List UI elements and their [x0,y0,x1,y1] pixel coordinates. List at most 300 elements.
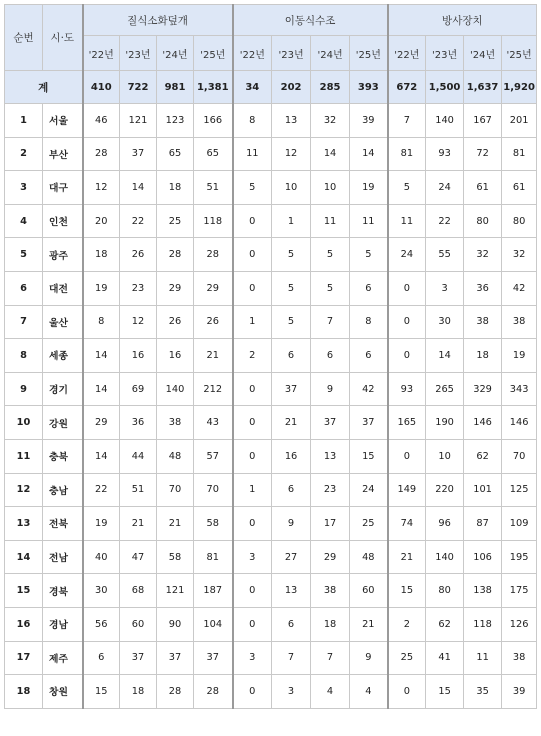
row-region: 경북 [43,574,83,608]
data-cell: 11 [233,137,272,171]
total-cell: 1,637 [464,71,502,104]
data-cell: 80 [502,204,537,238]
row-region: 경남 [43,607,83,641]
data-cell: 26 [157,305,194,339]
row-seq: 8 [5,339,43,373]
total-cell: 34 [233,71,272,104]
data-cell: 195 [502,540,537,574]
data-cell: 14 [120,171,157,205]
data-cell: 18 [83,238,120,272]
total-cell: 410 [83,71,120,104]
data-cell: 55 [426,238,464,272]
table-row [5,607,537,641]
data-cell: 62 [464,439,502,473]
data-cell: 14 [311,137,350,171]
data-cell: 14 [83,339,120,373]
statistics-table [4,4,537,709]
data-cell: 0 [233,406,272,440]
data-cell: 12 [120,305,157,339]
data-cell: 13 [272,104,311,138]
data-cell: 38 [502,305,537,339]
data-cell: 72 [464,137,502,171]
row-seq: 18 [5,675,43,709]
data-cell: 61 [502,171,537,205]
row-seq: 7 [5,305,43,339]
data-cell: 36 [120,406,157,440]
row-region: 창원 [43,675,83,709]
data-cell: 149 [388,473,426,507]
data-cell: 6 [272,473,311,507]
total-cell: 722 [120,71,157,104]
data-cell: 1 [272,204,311,238]
data-cell: 0 [233,607,272,641]
data-cell: 140 [157,372,194,406]
year-header: '22년 [83,36,120,71]
data-cell: 0 [233,372,272,406]
data-cell: 146 [502,406,537,440]
data-cell: 140 [426,540,464,574]
data-cell: 38 [311,574,350,608]
data-cell: 29 [194,271,233,305]
data-cell: 9 [311,372,350,406]
seq-header: 순번 [5,5,43,71]
data-cell: 70 [157,473,194,507]
row-region: 서울 [43,104,83,138]
data-cell: 81 [194,540,233,574]
data-cell: 126 [502,607,537,641]
data-cell: 68 [120,574,157,608]
year-header: '24년 [157,36,194,71]
data-cell: 58 [157,540,194,574]
data-cell: 22 [426,204,464,238]
data-cell: 37 [272,372,311,406]
data-cell: 41 [426,641,464,675]
data-cell: 0 [388,305,426,339]
data-cell: 11 [311,204,350,238]
data-cell: 7 [311,305,350,339]
data-cell: 3 [426,271,464,305]
row-seq: 1 [5,104,43,138]
row-region: 전남 [43,540,83,574]
data-cell: 16 [120,339,157,373]
data-cell: 21 [350,607,388,641]
data-cell: 8 [350,305,388,339]
data-cell: 11 [464,641,502,675]
data-cell: 6 [83,641,120,675]
data-cell: 13 [272,574,311,608]
data-cell: 0 [233,507,272,541]
table-row [5,104,537,138]
row-region: 대구 [43,171,83,205]
row-seq: 2 [5,137,43,171]
table-row [5,238,537,272]
data-cell: 26 [120,238,157,272]
data-cell: 29 [311,540,350,574]
row-region: 인천 [43,204,83,238]
data-cell: 28 [157,675,194,709]
data-cell: 37 [350,406,388,440]
data-cell: 65 [157,137,194,171]
year-header: '23년 [426,36,464,71]
data-cell: 38 [502,641,537,675]
data-cell: 60 [120,607,157,641]
data-cell: 19 [83,271,120,305]
data-cell: 25 [388,641,426,675]
data-cell: 118 [194,204,233,238]
data-cell: 38 [157,406,194,440]
row-seq: 4 [5,204,43,238]
data-cell: 28 [83,137,120,171]
data-cell: 10 [426,439,464,473]
data-cell: 5 [272,305,311,339]
row-seq: 17 [5,641,43,675]
data-cell: 18 [311,607,350,641]
data-cell: 16 [272,439,311,473]
header-row-years [5,36,537,71]
data-cell: 201 [502,104,537,138]
data-cell: 0 [233,204,272,238]
data-cell: 25 [350,507,388,541]
table-row [5,406,537,440]
data-cell: 74 [388,507,426,541]
data-cell: 6 [350,271,388,305]
data-cell: 61 [464,171,502,205]
data-cell: 5 [233,171,272,205]
data-cell: 48 [350,540,388,574]
data-cell: 42 [350,372,388,406]
data-cell: 9 [272,507,311,541]
data-cell: 51 [194,171,233,205]
data-cell: 42 [502,271,537,305]
data-cell: 51 [120,473,157,507]
data-cell: 58 [194,507,233,541]
year-header: '25년 [502,36,537,71]
table-row [5,439,537,473]
data-cell: 90 [157,607,194,641]
data-cell: 3 [233,641,272,675]
data-cell: 43 [194,406,233,440]
data-cell: 123 [157,104,194,138]
data-cell: 21 [194,339,233,373]
table-row [5,204,537,238]
group-header-water-tank: 이동식수조 [233,5,388,36]
data-cell: 93 [426,137,464,171]
data-cell: 60 [350,574,388,608]
total-cell: 1,500 [426,71,464,104]
data-cell: 15 [426,675,464,709]
data-cell: 70 [502,439,537,473]
data-cell: 265 [426,372,464,406]
total-cell: 1,381 [194,71,233,104]
data-cell: 121 [157,574,194,608]
region-header: 시·도 [43,5,83,71]
data-cell: 70 [194,473,233,507]
row-region: 제주 [43,641,83,675]
total-cell: 981 [157,71,194,104]
year-header: '24년 [311,36,350,71]
data-cell: 8 [83,305,120,339]
data-cell: 13 [311,439,350,473]
row-seq: 13 [5,507,43,541]
data-cell: 30 [426,305,464,339]
data-cell: 6 [311,339,350,373]
row-region: 강원 [43,406,83,440]
row-region: 광주 [43,238,83,272]
year-header: '24년 [464,36,502,71]
row-region: 경기 [43,372,83,406]
data-cell: 40 [83,540,120,574]
total-label: 계 [5,71,83,104]
table-row [5,574,537,608]
header-row-groups [5,5,537,36]
data-cell: 24 [426,171,464,205]
row-seq: 15 [5,574,43,608]
data-cell: 21 [157,507,194,541]
table-row [5,271,537,305]
data-cell: 106 [464,540,502,574]
row-seq: 10 [5,406,43,440]
table-row [5,473,537,507]
data-cell: 5 [272,238,311,272]
data-cell: 5 [272,271,311,305]
year-header: '22년 [233,36,272,71]
row-seq: 11 [5,439,43,473]
data-cell: 0 [388,675,426,709]
data-cell: 21 [388,540,426,574]
data-cell: 37 [157,641,194,675]
data-cell: 57 [194,439,233,473]
table-row [5,540,537,574]
data-cell: 48 [157,439,194,473]
table-row [5,339,537,373]
data-cell: 32 [464,238,502,272]
table-row [5,372,537,406]
data-cell: 212 [194,372,233,406]
data-cell: 3 [233,540,272,574]
data-cell: 125 [502,473,537,507]
data-cell: 0 [233,574,272,608]
data-cell: 46 [83,104,120,138]
data-cell: 0 [233,238,272,272]
data-cell: 10 [311,171,350,205]
data-cell: 15 [388,574,426,608]
data-cell: 19 [83,507,120,541]
data-cell: 56 [83,607,120,641]
data-cell: 14 [350,137,388,171]
data-cell: 12 [272,137,311,171]
data-cell: 26 [194,305,233,339]
data-cell: 10 [272,171,311,205]
data-cell: 81 [502,137,537,171]
row-region: 충북 [43,439,83,473]
data-cell: 28 [194,238,233,272]
data-cell: 24 [388,238,426,272]
data-cell: 343 [502,372,537,406]
data-cell: 18 [120,675,157,709]
table-row [5,137,537,171]
data-cell: 93 [388,372,426,406]
data-cell: 190 [426,406,464,440]
data-cell: 80 [464,204,502,238]
year-header: '25년 [194,36,233,71]
data-cell: 15 [83,675,120,709]
year-header: '25년 [350,36,388,71]
data-cell: 37 [194,641,233,675]
data-cell: 9 [350,641,388,675]
data-cell: 329 [464,372,502,406]
table-row [5,641,537,675]
year-header: '22년 [388,36,426,71]
data-cell: 87 [464,507,502,541]
data-cell: 11 [350,204,388,238]
data-cell: 12 [83,171,120,205]
data-cell: 39 [502,675,537,709]
data-cell: 39 [350,104,388,138]
data-cell: 7 [272,641,311,675]
data-cell: 29 [83,406,120,440]
data-cell: 1 [233,473,272,507]
data-cell: 138 [464,574,502,608]
data-cell: 19 [502,339,537,373]
data-cell: 17 [311,507,350,541]
data-cell: 2 [233,339,272,373]
row-seq: 16 [5,607,43,641]
data-cell: 0 [388,271,426,305]
data-cell: 36 [464,271,502,305]
data-cell: 121 [120,104,157,138]
data-cell: 118 [464,607,502,641]
data-cell: 165 [388,406,426,440]
data-cell: 30 [83,574,120,608]
data-cell: 14 [83,372,120,406]
data-cell: 23 [311,473,350,507]
year-header: '23년 [272,36,311,71]
data-cell: 37 [120,641,157,675]
data-cell: 21 [272,406,311,440]
data-cell: 101 [464,473,502,507]
data-cell: 37 [311,406,350,440]
data-cell: 14 [83,439,120,473]
data-cell: 187 [194,574,233,608]
row-seq: 9 [5,372,43,406]
data-cell: 5 [311,271,350,305]
group-header-spray-device: 방사장치 [388,5,537,36]
data-cell: 6 [272,607,311,641]
data-cell: 44 [120,439,157,473]
total-cell: 202 [272,71,311,104]
data-cell: 18 [464,339,502,373]
row-region: 세종 [43,339,83,373]
row-region: 충남 [43,473,83,507]
data-cell: 24 [350,473,388,507]
data-cell: 38 [464,305,502,339]
data-cell: 7 [311,641,350,675]
data-cell: 0 [388,339,426,373]
data-cell: 80 [426,574,464,608]
data-cell: 18 [157,171,194,205]
table-row [5,171,537,205]
data-cell: 7 [388,104,426,138]
data-cell: 0 [233,271,272,305]
data-cell: 20 [83,204,120,238]
row-region: 울산 [43,305,83,339]
data-cell: 6 [350,339,388,373]
data-cell: 37 [120,137,157,171]
data-cell: 2 [388,607,426,641]
data-cell: 21 [120,507,157,541]
data-cell: 1 [233,305,272,339]
row-seq: 12 [5,473,43,507]
data-cell: 32 [311,104,350,138]
data-cell: 65 [194,137,233,171]
total-cell: 1,920 [502,71,537,104]
year-header: '23년 [120,36,157,71]
data-cell: 47 [120,540,157,574]
table-row [5,675,537,709]
data-cell: 0 [233,675,272,709]
row-seq: 3 [5,171,43,205]
data-cell: 5 [350,238,388,272]
data-cell: 146 [464,406,502,440]
row-region: 부산 [43,137,83,171]
data-cell: 16 [157,339,194,373]
data-cell: 62 [426,607,464,641]
data-cell: 69 [120,372,157,406]
table-row [5,507,537,541]
row-seq: 14 [5,540,43,574]
row-seq: 5 [5,238,43,272]
data-cell: 104 [194,607,233,641]
data-cell: 3 [272,675,311,709]
data-cell: 109 [502,507,537,541]
data-cell: 140 [426,104,464,138]
data-cell: 15 [350,439,388,473]
data-cell: 27 [272,540,311,574]
data-cell: 11 [388,204,426,238]
data-cell: 175 [502,574,537,608]
data-cell: 96 [426,507,464,541]
data-cell: 4 [311,675,350,709]
table-row [5,305,537,339]
total-cell: 285 [311,71,350,104]
data-cell: 22 [83,473,120,507]
total-row [5,71,537,104]
data-cell: 166 [194,104,233,138]
data-cell: 81 [388,137,426,171]
data-cell: 25 [157,204,194,238]
data-cell: 167 [464,104,502,138]
data-cell: 19 [350,171,388,205]
row-seq: 6 [5,271,43,305]
data-cell: 14 [426,339,464,373]
data-cell: 5 [388,171,426,205]
group-header-blanket: 질식소화덮개 [83,5,233,36]
row-region: 대전 [43,271,83,305]
data-cell: 29 [157,271,194,305]
data-cell: 28 [157,238,194,272]
data-cell: 28 [194,675,233,709]
total-cell: 672 [388,71,426,104]
data-cell: 220 [426,473,464,507]
data-cell: 32 [502,238,537,272]
total-cell: 393 [350,71,388,104]
data-cell: 22 [120,204,157,238]
data-cell: 6 [272,339,311,373]
data-cell: 5 [311,238,350,272]
data-cell: 4 [350,675,388,709]
data-cell: 0 [388,439,426,473]
data-cell: 8 [233,104,272,138]
